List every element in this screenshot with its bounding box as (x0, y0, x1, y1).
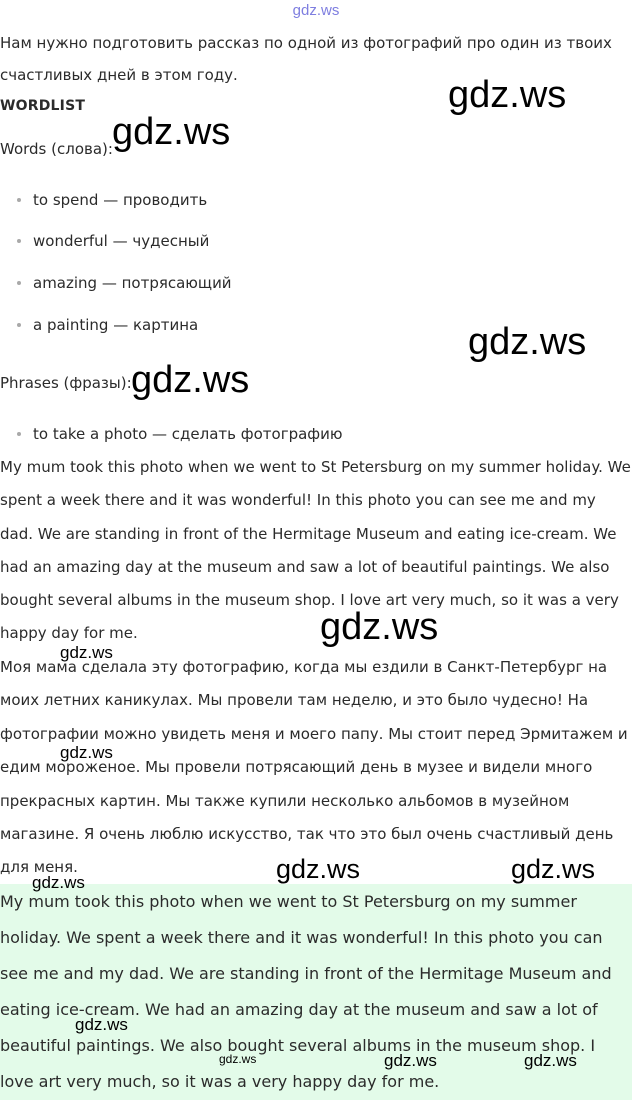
wordlist-heading: WORDLIST (0, 98, 86, 114)
bullet-icon (17, 198, 21, 202)
paragraph-line: едим мороженое. Мы провели потрясающий день в музее и видели много (0, 758, 593, 776)
answer-line: see me and my dad. We are standing in front of the Hermitage Museum and (0, 964, 612, 983)
answer-line: My mum took this photo when we went to St Petersburg on my summer (0, 892, 577, 911)
paragraph-line: had an amazing day at the museum and saw a lot of beautiful paintings. We also (0, 558, 610, 576)
list-item-text: to spend — проводить (33, 191, 208, 209)
list-item (0, 231, 209, 251)
task-text-line-2: счастливых дней в этом году. (0, 66, 238, 84)
answer-line: eating ice-cream. We had an amazing day at the museum and saw a lot of (0, 1000, 598, 1019)
watermark: gdz.ws (448, 74, 567, 116)
phrases-label: Phrases (фразы): (0, 374, 132, 392)
list-item-text: a painting — картина (33, 316, 199, 334)
watermark: gdz.ws (524, 1051, 577, 1070)
paragraph-line: bought several albums in the museum shop. I love art very much, so it was a very (0, 591, 619, 609)
paragraph-line: прекрасных картин. Мы также купили несколько альбомов в музейном (0, 792, 570, 810)
paragraph-line: моих летних каникулах. Мы провели там неделю, и это было чудесно! На (0, 691, 589, 709)
watermark: gdz.ws (131, 359, 250, 401)
list-item-text: wonderful — чудесный (33, 232, 210, 250)
bullet-icon (17, 432, 21, 436)
list-item (0, 273, 232, 293)
paragraph-line: Моя мама сделала эту фотографию, когда мы ездили в Санкт-Петербург на (0, 658, 608, 676)
task-text-line-1: Нам нужно подготовить рассказ по одной из фотографий про один из твоих (0, 34, 612, 52)
list-item (0, 190, 207, 210)
answer-line: holiday. We spent a week there and it was wonderful! In this photo you can (0, 928, 603, 947)
bullet-icon (17, 281, 21, 285)
watermark: gdz.ws (112, 111, 231, 153)
watermark: gdz.ws (384, 1051, 437, 1070)
list-item-text: amazing — потрясающий (33, 274, 232, 292)
answer-line: love art very much, so it was a very happy day for me. (0, 1072, 440, 1091)
list-item (0, 315, 198, 335)
watermark: gdz.ws (75, 1015, 128, 1034)
list-item-text: to take a photo — сделать фотографию (33, 425, 343, 443)
paragraph-line: happy day for me. (0, 624, 138, 642)
watermark: gdz.ws (276, 854, 361, 884)
watermark: gdz.ws (511, 854, 596, 884)
watermark: gdz.ws (60, 743, 113, 762)
paragraph-line: My mum took this photo when we went to St Petersburg on my summer holiday. We (0, 458, 631, 476)
paragraph-line: для меня. (0, 858, 78, 876)
watermark: gdz.ws (32, 873, 85, 892)
list-item (0, 424, 343, 444)
words-label: Words (слова): (0, 140, 113, 158)
watermark: gdz.ws (219, 1052, 257, 1066)
paragraph-line: фотографии можно увидеть меня и моего папу. Мы стоит перед Эрмитажем и (0, 725, 628, 743)
watermark: gdz.ws (60, 643, 113, 662)
bullet-icon (17, 239, 21, 243)
answer-line: beautiful paintings. We also bought several albums in the museum shop. I (0, 1036, 596, 1055)
watermark: gdz.ws (468, 321, 587, 363)
watermark: gdz.ws (320, 606, 439, 648)
paragraph-line: spent a week there and it was wonderful! In this photo you can see me and my (0, 491, 596, 509)
site-mark-link[interactable]: gdz.ws (292, 2, 340, 19)
paragraph-line: dad. We are standing in front of the Hermitage Museum and eating ice-cream. We (0, 525, 617, 543)
paragraph-line: магазине. Я очень люблю искусство, так что это был очень счастливый день (0, 825, 614, 843)
bullet-icon (17, 323, 21, 327)
